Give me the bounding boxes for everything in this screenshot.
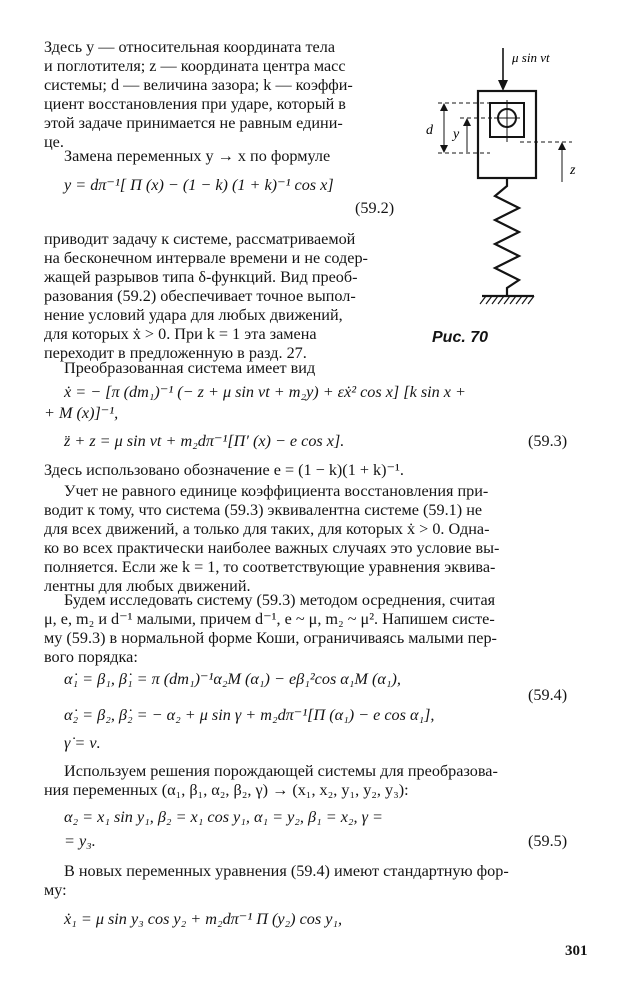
equation-last: ẋ₁ = μ sin y₃ cos y₂ + m₂dπ⁻¹ Π (y₂) cos y₁, xyxy=(64,910,343,928)
text-line: Здесь y — относительная координата тела xyxy=(44,38,336,56)
text-line: и поглотителя; z — координата центра масс xyxy=(44,57,346,75)
text-line: Преобразованная система имеет вид xyxy=(64,359,316,377)
text-line: разования (59.2) обеспечивает точное выпол- xyxy=(44,287,356,305)
equation-number: (59.4) xyxy=(528,686,568,704)
text-line: ко во всех практически наиболее важных случаях это условие вы- xyxy=(44,539,500,557)
page-number: 301 xyxy=(565,943,588,959)
equation-number: (59.5) xyxy=(528,832,568,850)
equation-59-4-a: α̇₁ = β₁, β̇₁ = π (dm₁)⁻¹α₂M (α₁) − eβ₁²cos α₁M (α₁), xyxy=(64,670,401,688)
text-line: этой задаче принимается не равным едини- xyxy=(44,114,343,132)
text-line: водит к тому, что система (59.3) эквивалентна системе (59.1) не xyxy=(44,501,483,519)
text-line: му (59.3) в нормальной форме Коши, ограничиваясь малыми пер- xyxy=(44,629,497,647)
text-line: системы; d — величина зазора; k — коэффи- xyxy=(44,76,353,94)
text-line: циент восстановления при ударе, который в xyxy=(44,95,346,113)
text-line: μ, e, m₂ и d⁻¹ малыми, причем d⁻¹, e ~ μ, m₂ ~ μ². Напишем систе- xyxy=(44,610,495,628)
spring xyxy=(495,178,519,296)
text-line: Замена переменных y → x по формуле xyxy=(64,147,331,165)
text-line: Используем решения порождающей системы для преобразова- xyxy=(64,762,498,780)
text-line: В новых переменных уравнения (59.4) имеют стандартную фор- xyxy=(64,862,509,880)
equation-59-2: y = dπ⁻¹[ Π (x) − (1 − k) (1 + k)⁻¹ cos x] xyxy=(64,176,334,194)
text-line: приводит задачу к системе, рассматриваемой xyxy=(44,230,356,248)
equation-59-3-a: ẋ = − [π (dm₁)⁻¹ (− z + μ sin νt + m₂y) + εẋ² cos x] [k sin x + xyxy=(64,383,466,401)
text-line: Учет не равного единице коэффициента восстановления при- xyxy=(64,482,489,500)
text-line: ния переменных (α₁, β₁, α₂, β₂, γ) → (x₁, x₂, y₁, y₂, y₃): xyxy=(44,781,409,799)
figure-70 xyxy=(420,34,610,324)
equation-59-3-c: z̈ + z = μ sin νt + m₂dπ⁻¹[Π′ (x) − e cos x]. xyxy=(64,432,345,450)
equation-59-5-a: α₂ = x₁ sin y₁, β₂ = x₁ cos y₁, α₁ = y₂, β₁ = x₂, γ = xyxy=(64,808,383,826)
text-line: полняется. Если же k = 1, то соответствующие уравнения эквива- xyxy=(44,558,496,576)
text-line: переходит в предложенную в разд. 27. xyxy=(44,344,307,362)
equation-number: (59.3) xyxy=(528,432,568,450)
equation-59-4-b: α̇₂ = β₂, β̇₂ = − α₂ + μ sin γ + m₂dπ⁻¹[Π (α₁) − e cos α₁], xyxy=(64,706,435,724)
text-line: вого порядка: xyxy=(44,648,138,666)
text-line: для которых ẋ > 0. При k = 1 эта замена xyxy=(44,325,317,343)
equation-59-4-c: γ̇ = ν. xyxy=(64,734,101,752)
text-line: для всех движений, а только для таких, для которых ẋ > 0. Одна- xyxy=(44,520,490,538)
text-line: лентны для любых движений. xyxy=(44,577,251,595)
equation-59-3-b: + M (x)]⁻¹, xyxy=(44,404,119,422)
y-label: y xyxy=(453,127,460,142)
z-label: z xyxy=(570,163,576,178)
equation-number: (59.2) xyxy=(355,199,395,217)
text-line: Будем исследовать систему (59.3) методом осреднения, считая xyxy=(64,591,496,609)
d-label: d xyxy=(426,123,433,138)
text-line: на бесконечном интервале времени и не содер- xyxy=(44,249,368,267)
text-line: це. xyxy=(44,133,64,151)
text-line: жащей разрывов типа δ-функций. Вид преоб- xyxy=(44,268,358,286)
figure-caption: Рис. 70 xyxy=(432,329,489,346)
text-line: Здесь использовано обозначение e = (1 − k)(1 + k)⁻¹. xyxy=(44,461,404,479)
text-line: нение условий удара для любых движений, xyxy=(44,306,343,324)
force-label: μ sin νt xyxy=(512,50,550,65)
text-line: му: xyxy=(44,881,67,899)
equation-59-5-b: = y₃. xyxy=(64,832,96,850)
